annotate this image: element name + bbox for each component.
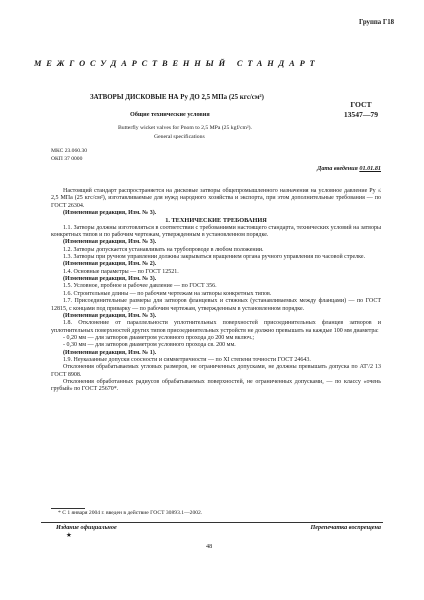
clause-1-8-item: - 0,20 мм — для затворов диаметром условного прохода до 200 мм включ.; <box>63 334 255 341</box>
clause-1-7: 1.7. Присоединительные размеры для затворов фланцевых и стяжных (устанавливаемых между фланцами) — по ГОСТ 12815, с концами под приварку — по рабочим чертежам, утвержденным в установленном порядке. <box>51 298 381 312</box>
page-number: 48 <box>206 543 213 550</box>
date-label: Дата введения <box>317 165 358 172</box>
gost-number: 13547—79 <box>343 110 378 119</box>
footnote: * С 1 января 2004 г. введен в действие ГОСТ 30893.1—2002. <box>58 510 203 516</box>
english-subtitle: General specifications <box>154 134 205 140</box>
amendment-note: (Измененная редакция, Изм. № 3). <box>63 312 157 319</box>
amendment-note: (Измененная редакция, Изм. № 3). <box>63 210 157 217</box>
standard-banner: МЕЖГОСУДАРСТВЕННЫЙ СТАНДАРТ <box>34 59 320 68</box>
amendment-note: (Измененная редакция, Изм. № 3). <box>63 239 157 246</box>
document-title: ЗАТВОРЫ ДИСКОВЫЕ НА Pу ДО 2,5 МПа (25 кгс/см²) <box>90 94 264 101</box>
reprint-notice: Перепечатка воспрещена <box>310 524 381 531</box>
amendment-note: (Измененная редакция, Изм. № 3). <box>63 276 157 283</box>
clause-1-9: 1.9. Неуказанные допуски соосности и симметричности — по XI степени точности ГОСТ 24643. <box>63 356 311 363</box>
amendment-note: (Измененная редакция, Изм. № 1). <box>63 349 157 356</box>
gost-label: ГОСТ <box>350 100 372 109</box>
clause-1-3: 1.3. Затворы при ручном управлении должны закрываться вращением органа ручного управления по часовой стрелке. <box>63 254 366 261</box>
clause-1-9-radius: Отклонения обработанных радиусов обрабатываемых поверхностей, не ограниченных допусками, — по классу «очень грубый» по ГОСТ 25670*. <box>51 378 381 393</box>
star-icon: ★ <box>66 532 72 539</box>
amendment-note: (Измененная редакция, Изм. № 2). <box>63 261 157 268</box>
document-subtitle: Общие технические условия <box>130 111 210 118</box>
footer-divider <box>41 522 383 523</box>
group-code: Группа Г18 <box>358 19 394 26</box>
clause-1-9-angular: Отклонения обрабатываемых угловых размеров, не ограниченных допусками, не должны превышать допуска по AT′/2 13 ГОСТ 8908. <box>51 364 381 378</box>
clause-1-8-item: - 0,30 мм — для затворов диаметром условного прохода св. 200 мм. <box>63 342 236 349</box>
intro-paragraph: Настоящий стандарт распространяется на дисковые затворы общепромышленного назначения на условное давление Pу ≤ 2,5 МПа (25 кгс/см²), изготавливаемые для нужд народного хозяйства и экспорта, при этом дополнительные требования — по ГОСТ 26304. <box>51 188 381 209</box>
effective-date <box>317 165 381 172</box>
mks-code: МКС 23.060.30 <box>51 148 88 154</box>
clause-1-5: 1.5. Условное, пробное и рабочее давление — по ГОСТ 356. <box>63 283 217 290</box>
classification-codes <box>51 147 87 163</box>
edition-note: Издание официальное <box>56 524 117 531</box>
clause-1-2: 1.2. Затворы допускается устанавливать на трубопроводе в любом положении. <box>63 246 264 253</box>
section-heading: 1. ТЕХНИЧЕСКИЕ ТРЕБОВАНИЯ <box>165 217 267 225</box>
clause-1-6: 1.6. Строительные длины — по рабочим чертежам на затворы конкретных типов. <box>63 290 272 297</box>
clause-1-1: 1.1. Затворы должны изготовляться в соответствии с требованиями настоящего стандарта, технических условий на затворы конкретных типов и по рабочим чертежам, утвержденным в установленном порядке. <box>51 224 381 239</box>
english-title: Butterfly wicket valves for Pnom to 2,5 MPa (25 kgf/cm²). <box>118 125 252 131</box>
clause-1-8: 1.8. Отклонение от параллельности уплотнительных поверхностей присоединительных фланцев затворов и уплотнительных поверхностей других типов присоединительных устройств не должно превышать на каждые 100 мм диаметра: <box>51 320 381 334</box>
okp-code: ОКП 37 0000 <box>51 156 83 162</box>
document-body <box>51 188 381 394</box>
clause-1-4: 1.4. Основные параметры — по ГОСТ 12521. <box>63 268 179 275</box>
gost-designation <box>344 100 378 120</box>
footnote-divider <box>51 508 85 509</box>
date-value: 01.01.81 <box>359 165 381 172</box>
